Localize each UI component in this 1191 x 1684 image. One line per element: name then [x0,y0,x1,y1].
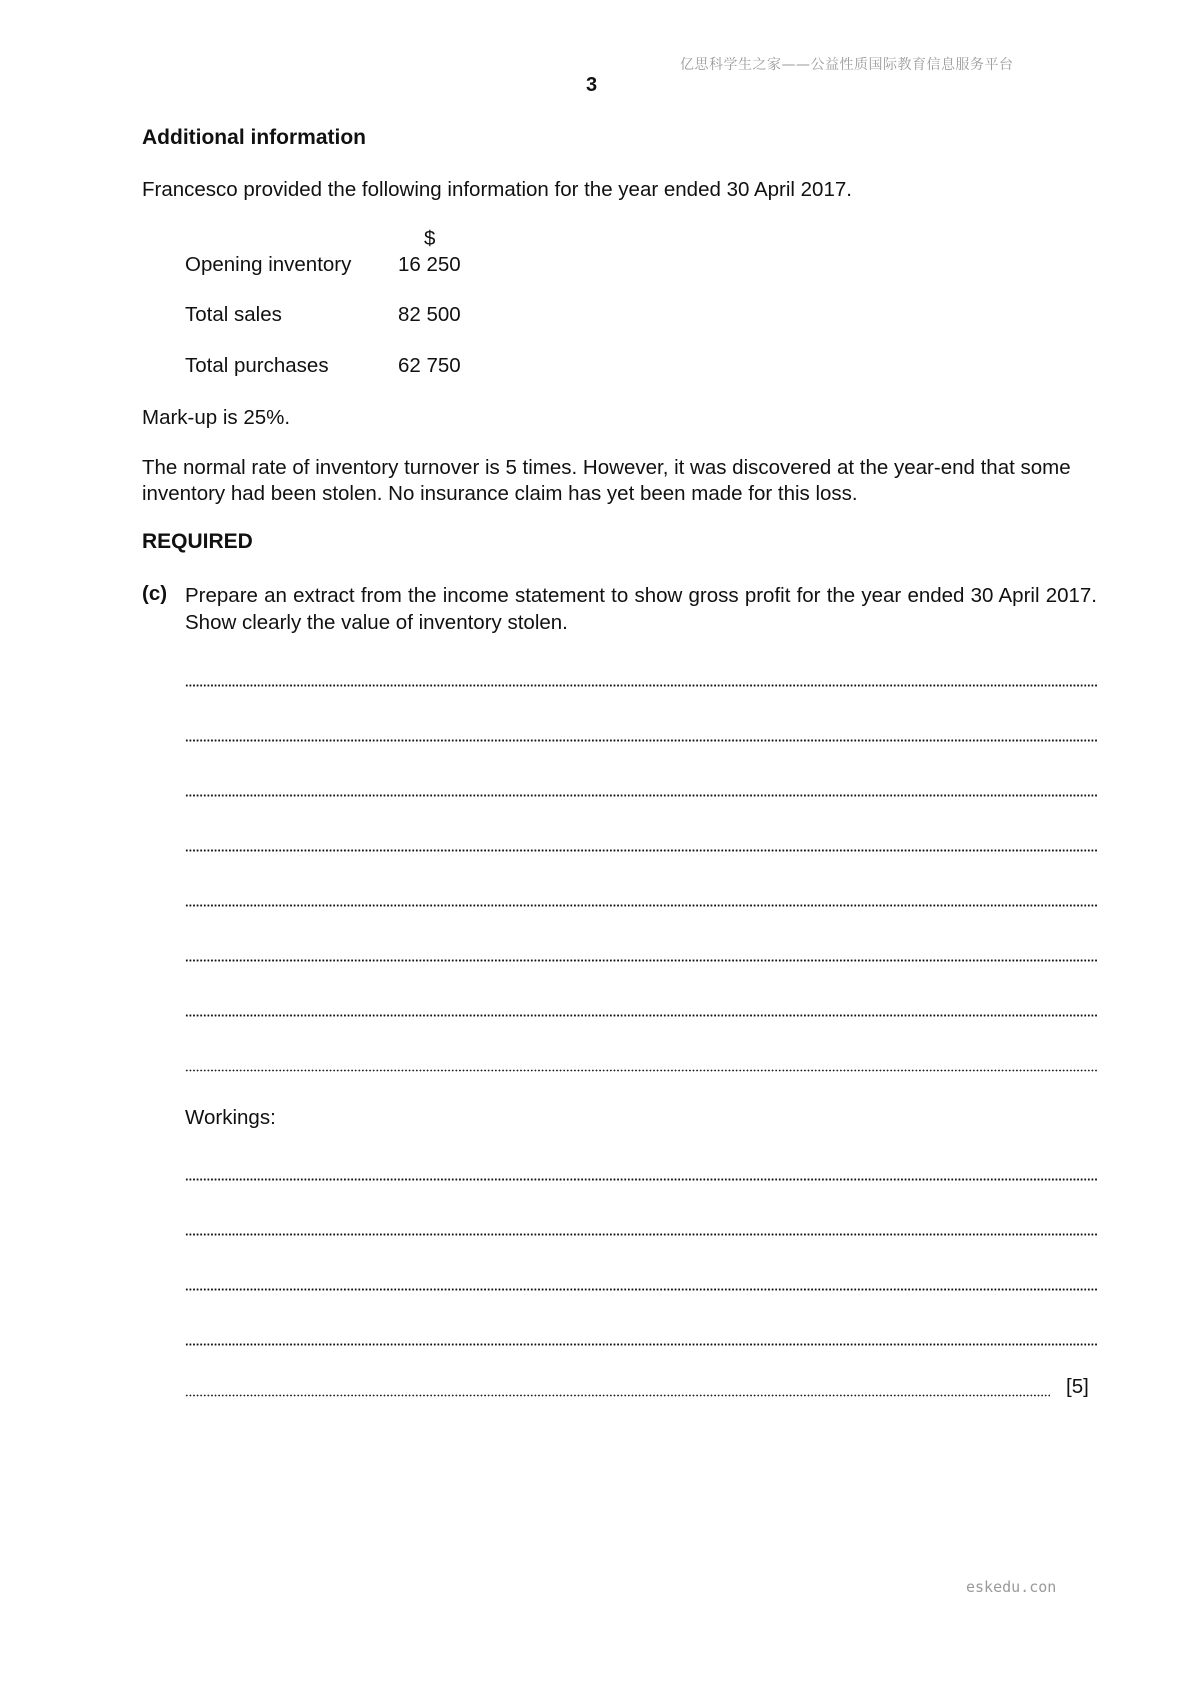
info-value-total-sales: 82 500 [398,303,461,326]
section-heading-additional-information: Additional information [142,126,366,149]
workings-line[interactable] [185,1233,1097,1236]
answer-line[interactable] [185,1069,1097,1072]
currency-symbol: $ [424,227,436,250]
question-label: (c) [142,582,168,605]
workings-line[interactable] [185,1178,1097,1181]
info-label-total-purchases: Total purchases [185,354,329,377]
info-value-opening-inventory: 16 250 [398,253,461,276]
answer-line[interactable] [185,849,1097,852]
workings-line[interactable] [185,1343,1097,1346]
answer-line[interactable] [185,1014,1097,1017]
page-number: 3 [586,74,598,96]
workings-line[interactable] [185,1394,1050,1397]
answer-line[interactable] [185,959,1097,962]
marks-allocation: [5] [1066,1375,1089,1398]
watermark-text: 亿思科学生之家——公益性质国际教育信息服务平台 [680,57,1014,73]
answer-line[interactable] [185,904,1097,907]
info-label-total-sales: Total sales [185,303,282,326]
workings-line[interactable] [185,1288,1097,1291]
required-heading: REQUIRED [142,530,253,553]
answer-line[interactable] [185,794,1097,797]
footer-site-text: eskedu.con [966,1578,1057,1596]
info-label-opening-inventory: Opening inventory [185,253,352,276]
answer-line[interactable] [185,684,1097,687]
turnover-note: The normal rate of inventory turnover is 5 times. However, it was discovered at the year-end that some inventory had been stolen. No insurance claim has yet been made for this loss. [142,456,1071,505]
workings-label: Workings: [185,1106,276,1129]
answer-line[interactable] [185,739,1097,742]
markup-note: Mark-up is 25%. [142,406,291,429]
info-value-total-purchases: 62 750 [398,354,461,377]
question-text: Prepare an extract from the income statement to show gross profit for the year ended 30 April 2017. Show clearly the value of inventory stolen. [185,584,1097,634]
intro-paragraph: Francesco provided the following information for the year ended 30 April 2017. [142,178,852,201]
